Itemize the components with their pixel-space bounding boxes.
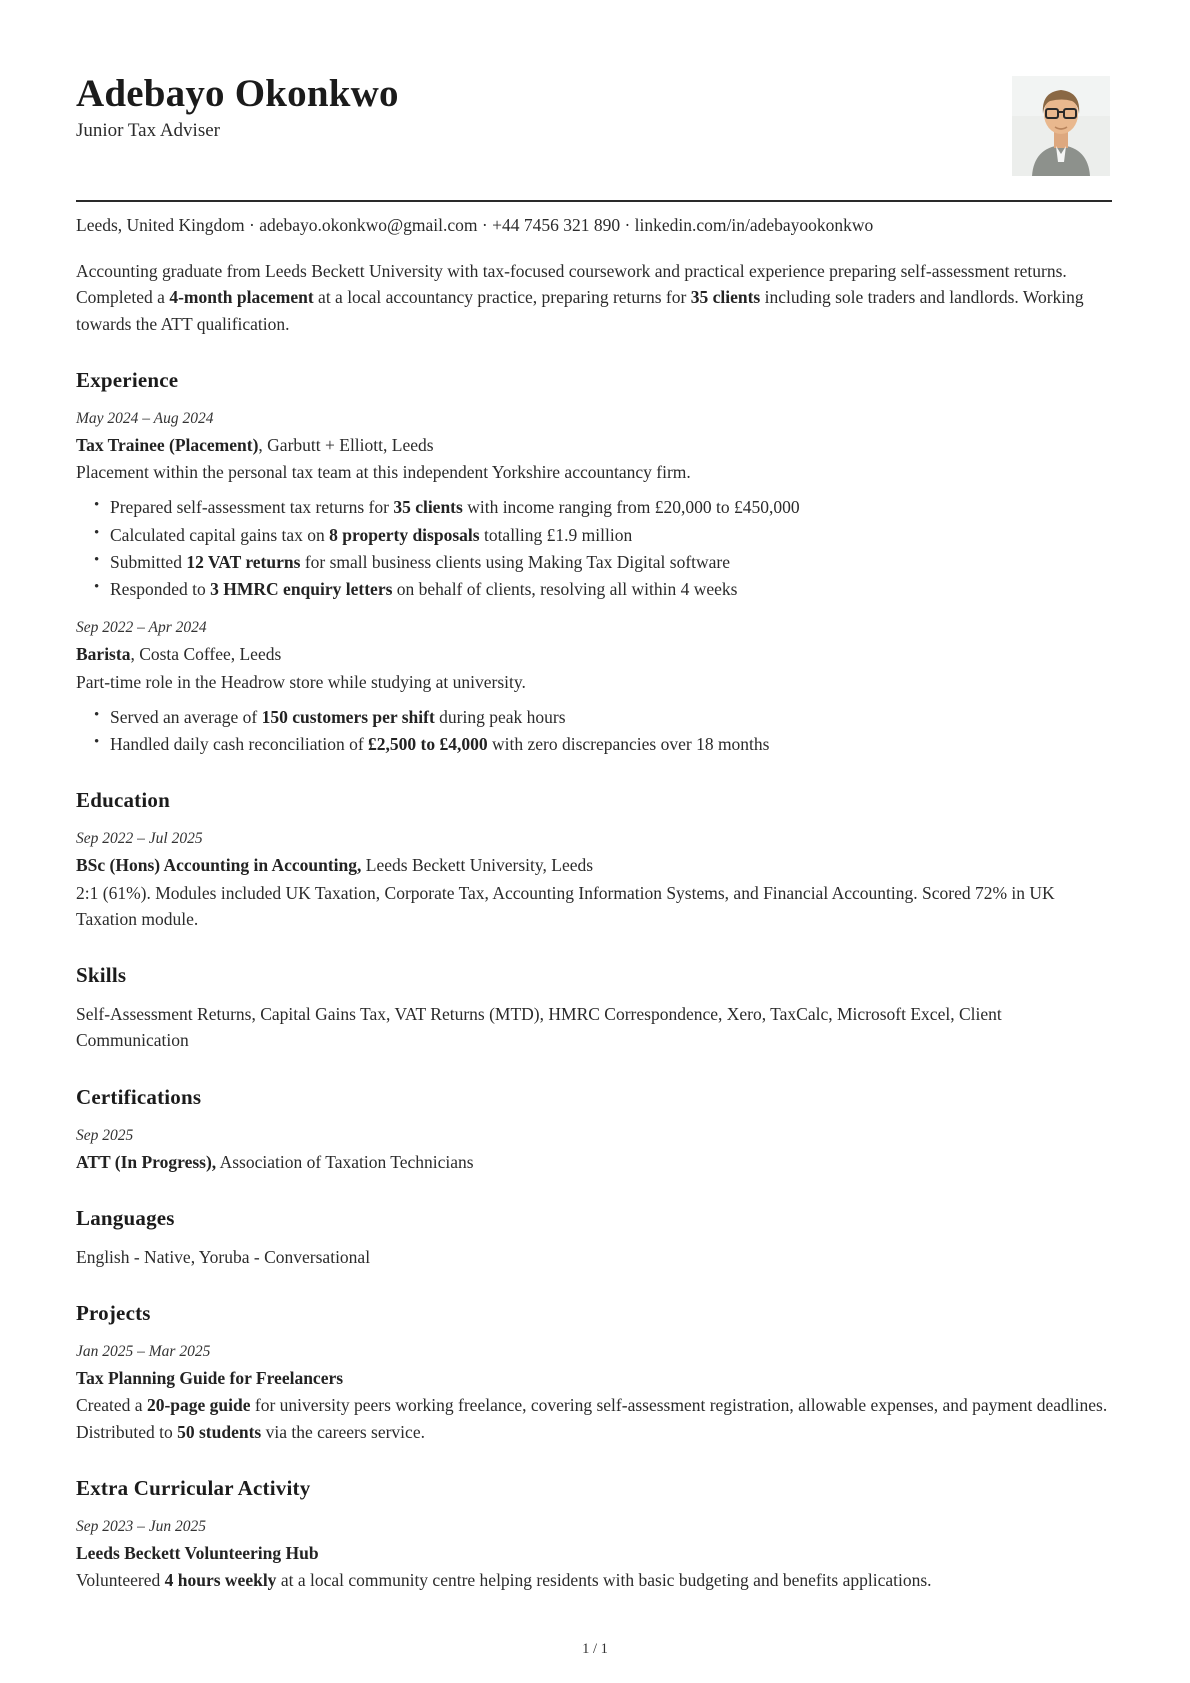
entry-title: BSc (Hons) Accounting in Accounting, Leeds Beckett University, Leeds	[76, 855, 594, 876]
section-heading-education: Education	[76, 788, 170, 813]
entry-bullet-list	[76, 494, 1112, 602]
profile-photo-image	[1012, 76, 1110, 176]
entry-dates: Sep 2023 – Jun 2025	[76, 1517, 207, 1535]
entry-title: Leeds Beckett Volunteering Hub	[76, 1542, 319, 1563]
experience-entry	[76, 410, 1112, 603]
section-heading-skills: Skills	[76, 963, 127, 987]
entry-description: Volunteered 4 hours weekly at a local community centre helping residents with basic budgeting and benefits applications.	[76, 1570, 932, 1590]
bullet-item: • Calculated capital gains tax on 8 property disposals totalling £1.9 million	[110, 522, 1112, 548]
extra-curricular-entry	[76, 1518, 1112, 1594]
entry-description: 2:1 (61%). Modules included UK Taxation, Corporate Tax, Accounting Information Systems, and Financial Accounting. Scored 72% in UK Taxation module.	[76, 882, 1055, 929]
bullet-item: • Responded to 3 HMRC enquiry letters on behalf of clients, resolving all within 4 weeks	[110, 576, 1112, 602]
candidate-job-title: Junior Tax Adviser	[76, 119, 220, 141]
entry-dates: Sep 2022 – Apr 2024	[76, 619, 207, 637]
entry-dates: Sep 2025	[76, 1126, 134, 1144]
languages-text: English - Native, Yoruba - Conversational	[76, 1246, 371, 1267]
bullet-item: • Submitted 12 VAT returns for small business clients using Making Tax Digital software	[110, 549, 1112, 575]
section-heading-extra-curricular: Extra Curricular Activity	[76, 1475, 311, 1500]
section-heading-certifications: Certifications	[76, 1084, 202, 1109]
experience-entry	[76, 619, 1112, 757]
skills-text: Self-Assessment Returns, Capital Gains Tax, VAT Returns (MTD), HMRC Correspondence, Xero, TaxCalc, Microsoft Excel, Client Communication	[76, 1004, 1002, 1051]
page-number: 1 / 1	[582, 1641, 608, 1657]
entry-dates: May 2024 – Aug 2024	[76, 409, 214, 427]
section-heading-projects: Projects	[76, 1301, 151, 1325]
candidate-name: Adebayo Okonkwo	[76, 72, 399, 115]
entry-title: Tax Planning Guide for Freelancers	[76, 1368, 344, 1388]
entry-description: Placement within the personal tax team at this independent Yorkshire accountancy firm.	[76, 462, 691, 482]
bullet-item: • Served an average of 150 customers per shift during peak hours	[110, 704, 1112, 730]
profile-photo	[1012, 76, 1110, 176]
bullet-item: • Handled daily cash reconciliation of £2,500 to £4,000 with zero discrepancies over 18 months	[110, 731, 1112, 757]
entry-dates: Sep 2022 – Jul 2025	[76, 830, 203, 848]
entry-dates: Jan 2025 – Mar 2025	[76, 1343, 211, 1360]
entry-description: Created a 20-page guide for university peers working freelance, covering self-assessment registration, allowable expenses, and payment deadlines. Distributed to 50 students via the careers service.	[76, 1395, 1108, 1442]
section-heading-languages: Languages	[76, 1205, 175, 1230]
certification-entry	[76, 1127, 1112, 1175]
entry-title: Tax Trainee (Placement), Garbutt + Elliott, Leeds	[76, 434, 434, 455]
project-entry	[76, 1343, 1112, 1445]
contact-line: Leeds, United Kingdom · adebayo.okonkwo@gmail.com · +44 7456 321 890 · linkedin.com/in/adebayookonkwo	[76, 215, 874, 235]
bullet-item: • Prepared self-assessment tax returns for 35 clients with income ranging from £20,000 to £450,000	[110, 494, 1112, 520]
section-heading-experience: Experience	[76, 367, 179, 392]
entry-bullet-list	[76, 704, 1112, 758]
education-entry	[76, 830, 1112, 932]
entry-description: Part-time role in the Headrow store while studying at university.	[76, 671, 526, 692]
entry-title: Barista, Costa Coffee, Leeds	[76, 644, 282, 665]
entry-title: ATT (In Progress), Association of Taxation Technicians	[76, 1151, 474, 1172]
summary-paragraph: Accounting graduate from Leeds Beckett University with tax-focused coursework and practical experience preparing self-assessment returns. Completed a 4-month placement at a local accountancy practice, preparing returns for 35 clients including sole traders and landlords. Working towards the ATT qualification.	[76, 261, 1084, 334]
header-divider	[76, 200, 1112, 202]
header	[76, 72, 1112, 184]
